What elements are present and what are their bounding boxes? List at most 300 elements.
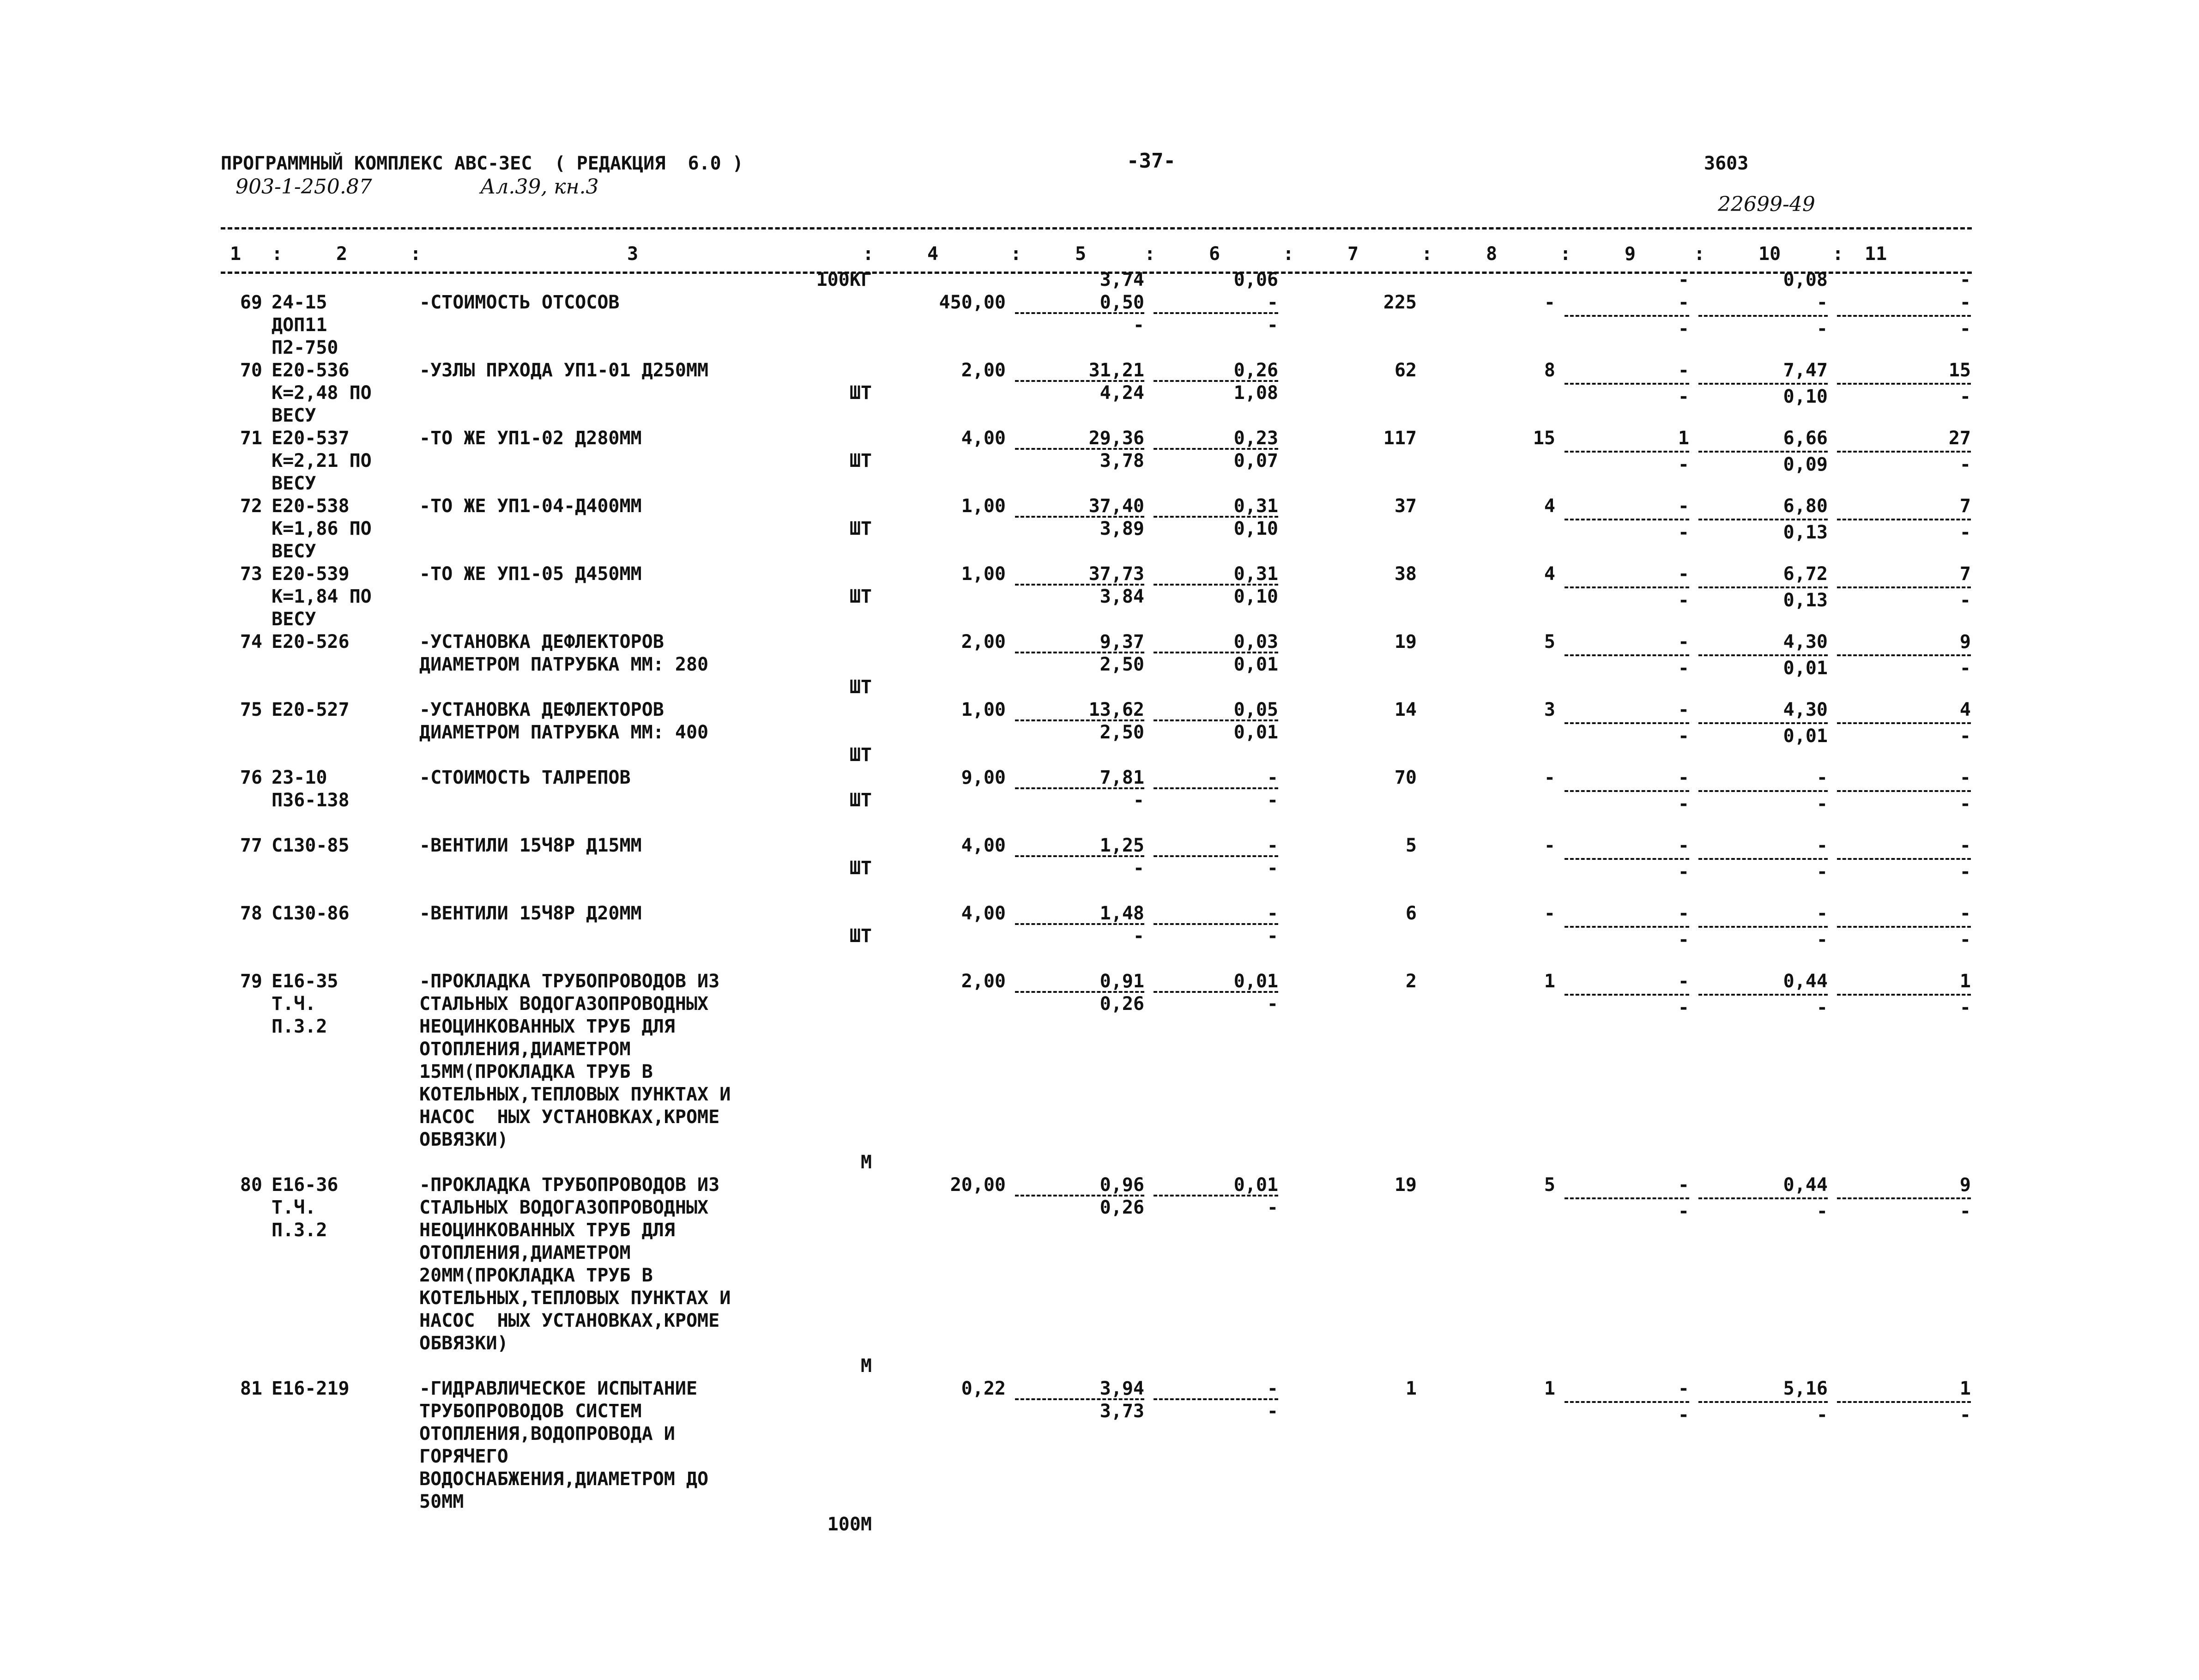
row-description: -ВЕНТИЛИ 15Ч8Р Д20ММ <box>419 903 642 924</box>
row-wage-sub: - <box>1267 790 1278 811</box>
row-wage-sub: - <box>1267 1401 1278 1422</box>
row-col8: 1 <box>1544 971 1555 992</box>
row-price-sub: - <box>1133 925 1144 947</box>
row-col11-sub: - <box>1959 929 1971 950</box>
row-wage: - <box>1267 1378 1278 1399</box>
cell-divider <box>1698 994 1828 996</box>
row-col11-sub: - <box>1959 725 1971 747</box>
row-wage: 0,01 <box>1233 971 1278 992</box>
cell-divider <box>1565 722 1689 724</box>
row-price: 0,91 <box>1100 971 1144 992</box>
row-unit: ШТ <box>849 925 872 947</box>
row-col10-sub: - <box>1816 318 1828 339</box>
column-separator: : <box>1010 243 1022 265</box>
column-header: 2 <box>336 243 348 265</box>
row-code: Е16-36 <box>272 1174 338 1196</box>
column-header: 11 <box>1865 243 1887 265</box>
column-header: 4 <box>927 243 939 265</box>
row-description: ОБВЯЗКИ) <box>419 1129 508 1150</box>
row-description: -СТОИМОСТЬ ОТСОСОВ <box>419 292 620 313</box>
row-col8: - <box>1544 835 1555 856</box>
row-code: ВЕСУ <box>272 473 316 494</box>
cell-divider <box>1698 858 1828 860</box>
table-row <box>221 902 1972 970</box>
row-col9: - <box>1678 835 1689 856</box>
column-separator: : <box>1832 243 1844 265</box>
row-col10-sub: 0,13 <box>1783 590 1828 611</box>
row-code: Е16-219 <box>272 1378 350 1399</box>
row-col10: 7,47 <box>1783 360 1828 381</box>
cell-divider <box>1837 519 1971 520</box>
handwritten-inventory-number: 22699-49 <box>1718 193 1815 216</box>
row-col11: 15 <box>1948 360 1971 381</box>
row-code: К=1,86 ПО <box>272 518 372 539</box>
row-col11-sub: - <box>1959 386 1971 407</box>
row-col11-sub: - <box>1959 793 1971 815</box>
row-price: 9,37 <box>1100 631 1144 653</box>
row-price: 13,62 <box>1088 699 1144 720</box>
column-separator: : <box>410 243 422 265</box>
row-col10-sub: 0,10 <box>1783 386 1828 407</box>
row-col9: - <box>1678 292 1689 313</box>
row-col11-sub: - <box>1959 590 1971 611</box>
column-header-row <box>221 241 1972 269</box>
row-col8: - <box>1544 767 1555 788</box>
row-unit: ШТ <box>849 450 872 471</box>
estimate-table <box>221 241 1972 1536</box>
row-unit: ШТ <box>849 518 872 539</box>
row-code: Е20-537 <box>272 428 350 449</box>
cell-divider <box>1837 1401 1971 1403</box>
cell-divider <box>1837 1197 1971 1199</box>
row-col9-sub: - <box>1678 590 1689 611</box>
row-price-sub: - <box>1133 314 1144 336</box>
table-row <box>221 1174 1972 1378</box>
row-description: СТАЛЬНЫХ ВОДОГАЗОПРОВОДНЫХ <box>419 993 709 1015</box>
row-description: ОТОПЛЕНИЯ,ДИАМЕТРОМ <box>419 1242 631 1263</box>
cell-divider <box>1565 451 1689 453</box>
cell-divider <box>1698 1401 1828 1403</box>
row-col10: - <box>1816 292 1828 313</box>
table-row <box>221 1378 1972 1536</box>
cell-divider <box>1837 586 1971 588</box>
row-price-sub: 2,50 <box>1100 654 1144 675</box>
row-price: 1,25 <box>1100 835 1144 856</box>
cell-divider <box>1698 519 1828 520</box>
row-quantity: 1,00 <box>961 496 1006 517</box>
row-number: 74 <box>240 631 262 653</box>
row-col11: 9 <box>1959 1174 1971 1196</box>
row-col10-sub: - <box>1816 1404 1828 1426</box>
row-total: 117 <box>1383 428 1417 449</box>
row-code: ВЕСУ <box>272 405 316 426</box>
cell-divider <box>1565 994 1689 996</box>
row-price: 29,36 <box>1088 428 1144 449</box>
row-code: П2-750 <box>272 337 338 358</box>
row-col9-sub: - <box>1678 929 1689 950</box>
row-unit: ШТ <box>849 677 872 698</box>
row-col8: - <box>1544 903 1555 924</box>
column-separator: : <box>272 243 283 265</box>
table-row <box>221 631 1972 699</box>
row-col8: 5 <box>1544 1174 1555 1196</box>
column-header: 1 <box>230 243 242 265</box>
cell-divider <box>1837 994 1971 996</box>
row-price-sub: 4,24 <box>1100 382 1144 404</box>
row-code: К=1,84 ПО <box>272 586 372 607</box>
row-col10-sub: 0,09 <box>1783 454 1828 475</box>
cell-divider <box>1698 654 1828 656</box>
row-description: НАСОС НЫХ УСТАНОВКАХ,КРОМЕ <box>419 1106 720 1128</box>
row-wage-sub: - <box>1267 925 1278 947</box>
row-description: 50ММ <box>419 1491 464 1512</box>
row-wage: - <box>1267 903 1278 924</box>
row-col10: - <box>1816 767 1828 788</box>
row-description: ГОРЯЧЕГО <box>419 1446 508 1467</box>
row-description: ОТОПЛЕНИЯ,ВОДОПРОВОДА И <box>419 1423 675 1444</box>
row-quantity: 9,00 <box>961 767 1006 788</box>
row-price: 7,81 <box>1100 767 1144 788</box>
row-col9-sub: - <box>1678 386 1689 407</box>
cell-divider <box>1565 1401 1689 1403</box>
row-col8: 5 <box>1544 631 1555 653</box>
row-price: 0,50 <box>1100 292 1144 313</box>
row-col11: 7 <box>1959 563 1971 585</box>
row-col10: - <box>1816 903 1828 924</box>
row-col8: 4 <box>1544 496 1555 517</box>
row-col11-sub: - <box>1959 997 1971 1018</box>
row-number: 73 <box>240 563 262 585</box>
row-col9-sub: - <box>1678 861 1689 882</box>
row-price-sub: 3,89 <box>1100 518 1144 539</box>
row-col8: - <box>1544 292 1555 313</box>
row-col10-sub: - <box>1816 1201 1828 1222</box>
row-quantity: 1,00 <box>961 563 1006 585</box>
row-description: -ВЕНТИЛИ 15Ч8Р Д15ММ <box>419 835 642 856</box>
row-col11: 27 <box>1948 428 1971 449</box>
row-unit: 100КГ <box>816 269 872 290</box>
cell-divider <box>1837 383 1971 385</box>
row-wage-sub: 0,07 <box>1233 450 1278 471</box>
row-col10: 0,44 <box>1783 971 1828 992</box>
row-col9-sub: - <box>1678 1404 1689 1426</box>
row-description: ТРУБОПРОВОДОВ СИСТЕМ <box>419 1401 642 1422</box>
program-title: ПРОГРАММНЫЙ КОМПЛЕКС АВС-ЗЕС ( РЕДАКЦИЯ 6.0 ) <box>221 153 743 174</box>
row-col10-sub: - <box>1816 793 1828 815</box>
row-unit: 100М <box>827 1514 872 1535</box>
row-col9-sub: - <box>1678 1201 1689 1222</box>
row-code: Т.Ч. <box>272 1197 316 1218</box>
row-code: П.3.2 <box>272 1220 327 1241</box>
row-number: 79 <box>240 971 262 992</box>
row-price: 37,40 <box>1088 496 1144 517</box>
row-number: 75 <box>240 699 262 720</box>
cell-divider <box>1698 451 1828 453</box>
row-code: С130-85 <box>272 835 350 856</box>
row-price: 37,73 <box>1088 563 1144 585</box>
row-col9-sub: - <box>1678 522 1689 543</box>
row-code: Т.Ч. <box>272 993 316 1015</box>
row-col11: - <box>1959 903 1971 924</box>
cell-divider <box>1565 926 1689 928</box>
row-col11: 9 <box>1959 631 1971 653</box>
row-col11-sub: - <box>1959 1201 1971 1222</box>
cell-divider <box>1565 383 1689 385</box>
row-wage: - <box>1267 292 1278 313</box>
row-code: Е20-526 <box>272 631 350 653</box>
row-quantity: 2,00 <box>961 631 1006 653</box>
row-total: 225 <box>1383 292 1417 313</box>
row-number: 76 <box>240 767 262 788</box>
row-number: 80 <box>240 1174 262 1196</box>
row-col11: 1 <box>1959 1378 1971 1399</box>
row-total: 5 <box>1405 835 1417 856</box>
row-description: КОТЕЛЬНЫХ,ТЕПЛОВЫХ ПУНКТАХ И <box>419 1084 731 1105</box>
row-col8: 3 <box>1544 699 1555 720</box>
table-row <box>221 495 1972 563</box>
row-total: 1 <box>1405 1378 1417 1399</box>
row-col9: - <box>1678 496 1689 517</box>
column-separator: : <box>1283 243 1294 265</box>
row-wage-sub: - <box>1267 993 1278 1015</box>
table-row <box>221 563 1972 631</box>
row-col11-sub: - <box>1959 269 1971 290</box>
row-col9-sub: - <box>1678 997 1689 1018</box>
row-price: 31,21 <box>1088 360 1144 381</box>
row-description: -ГИДРАВЛИЧЕСКОЕ ИСПЫТАНИЕ <box>419 1378 698 1399</box>
row-quantity: 20,00 <box>950 1174 1006 1196</box>
row-number: 70 <box>240 360 262 381</box>
row-col9: - <box>1678 631 1689 653</box>
row-wage-sub: - <box>1267 858 1278 879</box>
table-row <box>221 834 1972 902</box>
row-description: ВОДОСНАБЖЕНИЯ,ДИАМЕТРОМ ДО <box>419 1468 709 1490</box>
row-col9: - <box>1678 1378 1689 1399</box>
table-row <box>221 767 1972 834</box>
row-col11: - <box>1959 835 1971 856</box>
row-description: -УСТАНОВКА ДЕФЛЕКТОРОВ <box>419 699 664 720</box>
row-col10: 4,30 <box>1783 699 1828 720</box>
row-code: К=2,48 ПО <box>272 382 372 404</box>
row-price-sub: 3,78 <box>1100 450 1144 471</box>
row-description: -ТО ЖЕ УП1-05 Д450ММ <box>419 563 642 585</box>
table-row <box>221 291 1972 359</box>
row-col9-sub: - <box>1678 269 1689 290</box>
row-code: Е20-527 <box>272 699 350 720</box>
row-code: Е16-35 <box>272 971 338 992</box>
row-col11: 7 <box>1959 496 1971 517</box>
column-separator: : <box>1560 243 1571 265</box>
row-total: 70 <box>1394 767 1417 788</box>
row-col8: 4 <box>1544 563 1555 585</box>
table-body <box>221 269 1972 1536</box>
row-code: К=2,21 ПО <box>272 450 372 471</box>
row-col10: 4,30 <box>1783 631 1828 653</box>
row-col9: - <box>1678 767 1689 788</box>
cell-divider <box>1698 383 1828 385</box>
column-header: 3 <box>627 243 639 265</box>
row-quantity: 4,00 <box>961 903 1006 924</box>
row-col10: 6,72 <box>1783 563 1828 585</box>
cell-divider <box>1837 926 1971 928</box>
row-total: 19 <box>1394 1174 1417 1196</box>
cell-divider <box>1837 722 1971 724</box>
row-price-sub: 2,50 <box>1100 722 1144 743</box>
row-unit: ШТ <box>849 790 872 811</box>
row-wage: 0,26 <box>1233 360 1278 381</box>
handwritten-album-note: Ал.39, кн.3 <box>480 175 599 199</box>
row-wage: - <box>1267 767 1278 788</box>
column-separator: : <box>1694 243 1705 265</box>
row-price: 3,74 <box>1100 269 1144 290</box>
row-number: 71 <box>240 428 262 449</box>
row-total: 38 <box>1394 563 1417 585</box>
row-code: 23-10 <box>272 767 327 788</box>
row-quantity: 2,00 <box>961 971 1006 992</box>
row-col8: 8 <box>1544 360 1555 381</box>
cell-divider <box>1565 654 1689 656</box>
column-header: 9 <box>1625 243 1636 265</box>
row-number: 81 <box>240 1378 262 1399</box>
row-wage-sub: - <box>1267 1197 1278 1218</box>
row-quantity: 450,00 <box>939 292 1006 313</box>
row-wage: - <box>1267 835 1278 856</box>
row-col11-sub: - <box>1959 318 1971 339</box>
table-row <box>221 699 1972 767</box>
row-col11-sub: - <box>1959 658 1971 679</box>
row-wage: 0,06 <box>1233 269 1278 290</box>
row-code: П.3.2 <box>272 1016 327 1037</box>
cell-divider <box>1698 586 1828 588</box>
row-description: НЕОЦИНКОВАННЫХ ТРУБ ДЛЯ <box>419 1016 675 1037</box>
row-code: Е20-536 <box>272 360 350 381</box>
top-rule <box>221 227 1972 230</box>
row-col10-sub: - <box>1816 929 1828 950</box>
cell-divider <box>1837 315 1971 317</box>
cell-divider <box>1837 654 1971 656</box>
row-wage-sub: 0,01 <box>1233 654 1278 675</box>
row-code: 24-15 <box>272 292 327 313</box>
row-col9: - <box>1678 699 1689 720</box>
row-wage: 0,31 <box>1233 563 1278 585</box>
row-number: 78 <box>240 903 262 924</box>
row-code: Е20-538 <box>272 496 350 517</box>
document-id: 3603 <box>1704 153 1749 174</box>
handwritten-project-number: 903-1-250.87 <box>236 175 372 199</box>
row-col9-sub: - <box>1678 658 1689 679</box>
row-unit: ШТ <box>849 586 872 607</box>
row-description: СТАЛЬНЫХ ВОДОГАЗОПРОВОДНЫХ <box>419 1197 709 1218</box>
row-code: ВЕСУ <box>272 541 316 562</box>
row-unit: М <box>860 1355 872 1377</box>
row-price-sub: 0,26 <box>1100 993 1144 1015</box>
page-number: -37- <box>1127 149 1176 173</box>
cell-divider <box>1565 315 1689 317</box>
row-col9: - <box>1678 563 1689 585</box>
row-description: -ТО ЖЕ УП1-04-Д400ММ <box>419 496 642 517</box>
row-quantity: 2,00 <box>961 360 1006 381</box>
row-col10: - <box>1816 835 1828 856</box>
row-total: 37 <box>1394 496 1417 517</box>
row-wage-sub: 0,01 <box>1233 722 1278 743</box>
cell-divider <box>1698 1197 1828 1199</box>
column-separator: : <box>863 243 874 265</box>
row-unit: ШТ <box>849 858 872 879</box>
row-description: -ПРОКЛАДКА ТРУБОПРОВОДОВ ИЗ <box>419 1174 720 1196</box>
row-description: НЕОЦИНКОВАННЫХ ТРУБ ДЛЯ <box>419 1220 675 1241</box>
row-col10: 0,44 <box>1783 1174 1828 1196</box>
row-description: -СТОИМОСТЬ ТАЛРЕПОВ <box>419 767 631 788</box>
row-col11: 1 <box>1959 971 1971 992</box>
cell-divider <box>1698 790 1828 792</box>
cell-divider <box>1565 519 1689 520</box>
row-price-sub: 3,84 <box>1100 586 1144 607</box>
row-quantity: 4,00 <box>961 428 1006 449</box>
row-code: С130-86 <box>272 903 350 924</box>
row-total: 14 <box>1394 699 1417 720</box>
table-row <box>221 427 1972 495</box>
row-wage: 0,23 <box>1233 428 1278 449</box>
row-price-sub: - <box>1133 858 1144 879</box>
cell-divider <box>1565 1197 1689 1199</box>
row-col8: 1 <box>1544 1378 1555 1399</box>
row-description: 15ММ(ПРОКЛАДКА ТРУБ В <box>419 1061 653 1082</box>
cell-divider <box>1837 451 1971 453</box>
row-code: ДОП11 <box>272 314 327 336</box>
row-description: -УЗЛЫ ПРХОДА УП1-01 Д250ММ <box>419 360 709 381</box>
row-total: 2 <box>1405 971 1417 992</box>
row-col9-sub: - <box>1678 725 1689 747</box>
row-col9: - <box>1678 971 1689 992</box>
row-col10-sub: - <box>1816 861 1828 882</box>
row-unit: ШТ <box>849 382 872 404</box>
row-price-sub: 0,26 <box>1100 1197 1144 1218</box>
row-wage: 0,03 <box>1233 631 1278 653</box>
row-number: 69 <box>240 292 262 313</box>
cell-divider <box>1698 926 1828 928</box>
row-col11-sub: - <box>1959 1404 1971 1426</box>
row-col9: - <box>1678 360 1689 381</box>
row-col10-sub: 0,01 <box>1783 725 1828 747</box>
row-col11: - <box>1959 767 1971 788</box>
row-total: 62 <box>1394 360 1417 381</box>
column-header: 5 <box>1075 243 1087 265</box>
cell-divider <box>1837 790 1971 792</box>
row-wage-sub: 0,10 <box>1233 518 1278 539</box>
row-quantity: 1,00 <box>961 699 1006 720</box>
row-wage-sub: - <box>1267 314 1278 336</box>
row-col8: 15 <box>1533 428 1555 449</box>
column-header: 8 <box>1486 243 1498 265</box>
row-price: 3,94 <box>1100 1378 1144 1399</box>
row-number: 77 <box>240 835 262 856</box>
cell-divider <box>1565 790 1689 792</box>
row-description: -УСТАНОВКА ДЕФЛЕКТОРОВ <box>419 631 664 653</box>
row-code: П36-138 <box>272 790 350 811</box>
row-description: КОТЕЛЬНЫХ,ТЕПЛОВЫХ ПУНКТАХ И <box>419 1287 731 1309</box>
cell-divider <box>1698 315 1828 317</box>
table-row <box>221 269 1972 291</box>
row-number: 72 <box>240 496 262 517</box>
row-col10: 6,66 <box>1783 428 1828 449</box>
row-col10-sub: 0,01 <box>1783 658 1828 679</box>
cell-divider <box>1565 858 1689 860</box>
row-col10-sub: 0,13 <box>1783 522 1828 543</box>
row-description: -ПРОКЛАДКА ТРУБОПРОВОДОВ ИЗ <box>419 971 720 992</box>
row-description: ОБВЯЗКИ) <box>419 1333 508 1354</box>
row-col10: 5,16 <box>1783 1378 1828 1399</box>
row-col9: - <box>1678 1174 1689 1196</box>
